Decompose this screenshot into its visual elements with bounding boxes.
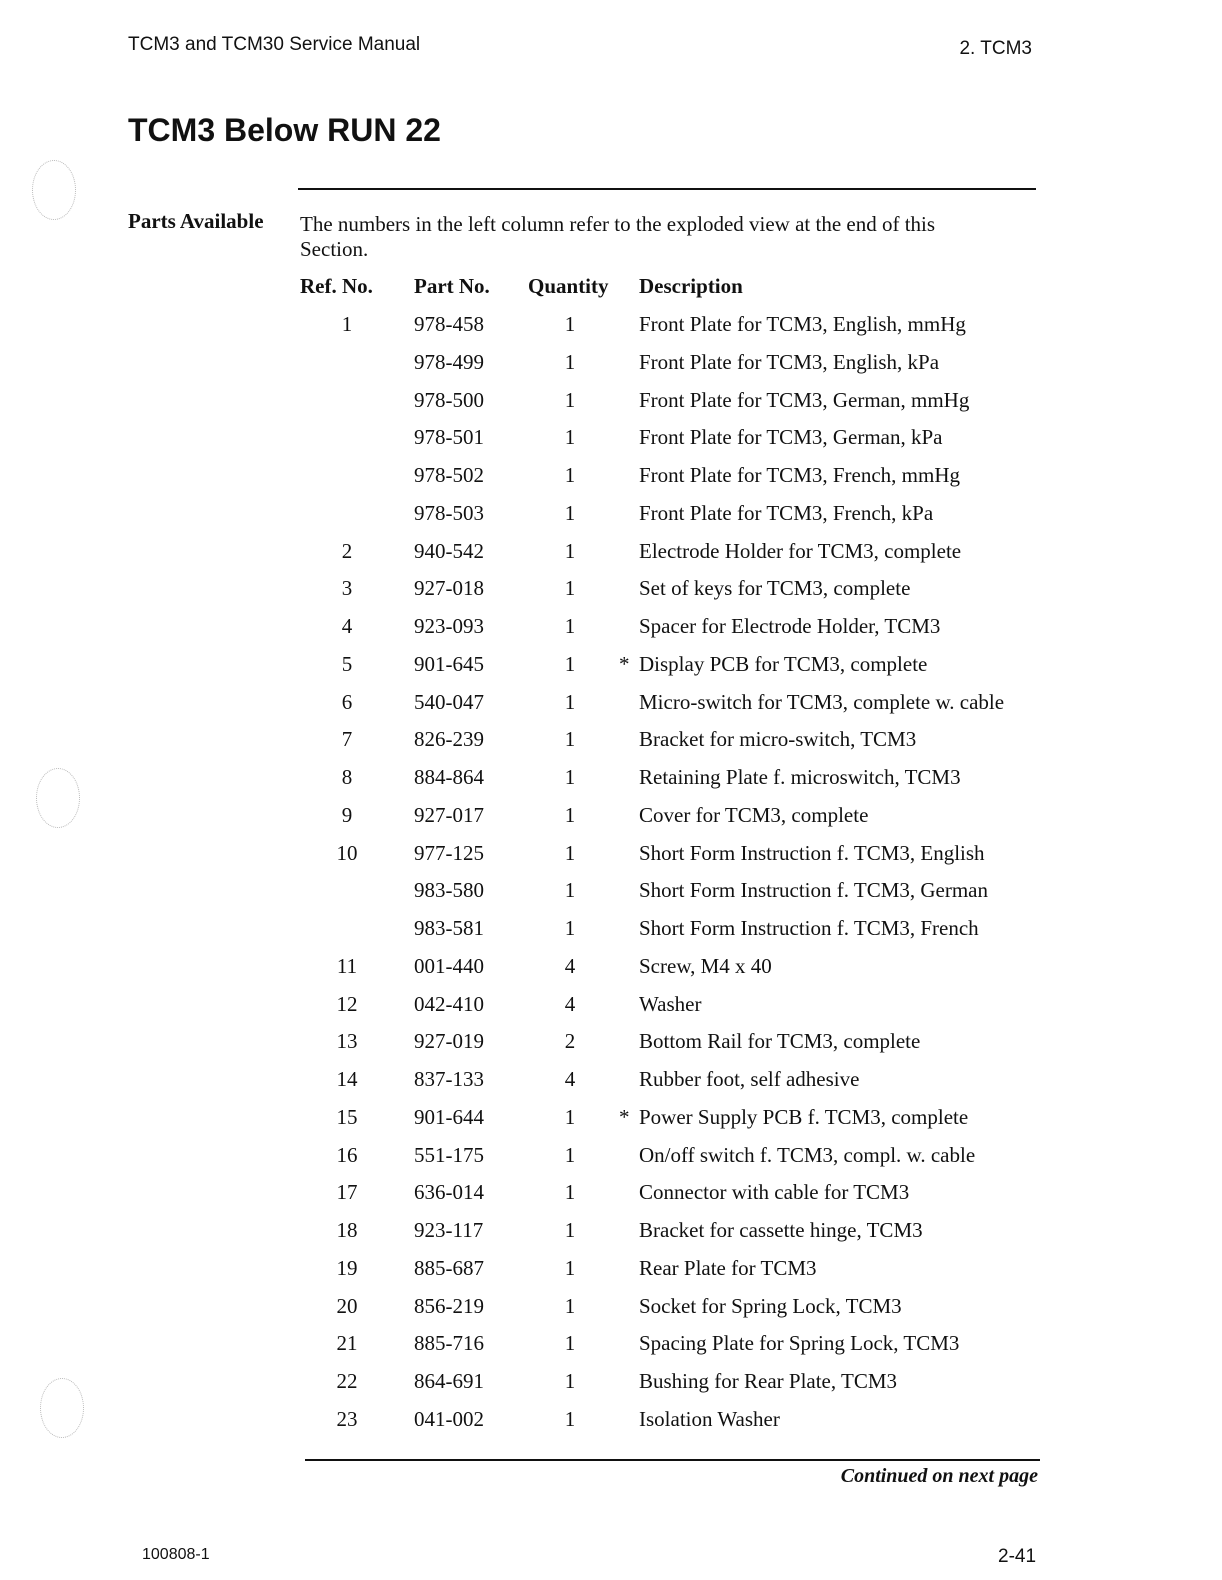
part-no-cell: 041-002: [414, 1406, 484, 1431]
ref-no-cell: 8: [341, 765, 353, 789]
description-cell: Connector with cable for TCM3: [639, 1180, 910, 1205]
ref-no-cell: 19: [336, 1255, 358, 1280]
description-cell: Front Plate for TCM3, English, kPa: [639, 349, 940, 374]
description-cell: Short Form Instruction f. TCM3, German: [639, 878, 989, 903]
table-row: [0, 727, 1222, 765]
description-cell: Bracket for micro-switch, TCM3: [639, 727, 917, 752]
quantity-cell: 1: [564, 425, 576, 450]
part-no-cell: 856-219: [414, 1293, 484, 1318]
part-no-cell: 551-175: [414, 1142, 484, 1167]
quantity-cell: 1: [564, 387, 576, 412]
ref-no-cell: 6: [341, 689, 353, 714]
quantity-cell: 1: [564, 500, 576, 525]
part-no-cell: 885-716: [414, 1331, 484, 1356]
ref-no-cell: 13: [336, 1029, 358, 1054]
description-cell: Retaining Plate f. microswitch, TCM3: [639, 765, 961, 789]
ref-no-cell: 1: [341, 312, 353, 336]
description-cell: Power Supply PCB f. TCM3, complete: [639, 1104, 969, 1129]
table-row: [0, 425, 1222, 463]
ref-no-cell: 7: [341, 727, 353, 752]
description-cell: Micro-switch for TCM3, complete w. cable: [639, 689, 1005, 714]
table-row: [0, 1331, 1222, 1369]
description-cell: Isolation Washer: [639, 1406, 780, 1431]
table-row: [0, 954, 1222, 992]
description-cell: Screw, M4 x 40: [639, 953, 772, 978]
quantity-cell: 2: [564, 1029, 576, 1054]
table-row: [0, 1105, 1222, 1143]
description-cell: Bushing for Rear Plate, TCM3: [639, 1369, 898, 1393]
header-quantity: Quantity: [528, 274, 609, 298]
quantity-cell: 4: [564, 991, 576, 1016]
part-no-cell: 884-864: [414, 765, 484, 789]
part-no-cell: 983-580: [414, 878, 484, 903]
quantity-cell: 1: [564, 727, 576, 752]
part-no-cell: 983-581: [414, 916, 484, 940]
part-no-cell: 977-125: [414, 840, 484, 865]
bottom-rule: [305, 1459, 1040, 1461]
table-row: [0, 539, 1222, 577]
description-cell: On/off switch f. TCM3, compl. w. cable: [639, 1142, 976, 1167]
quantity-cell: 1: [564, 463, 576, 487]
table-row: [0, 652, 1222, 690]
table-row: [0, 463, 1222, 501]
quantity-cell: 1: [564, 1104, 576, 1129]
quantity-cell: 1: [564, 312, 576, 336]
part-no-cell: 826-239: [414, 727, 484, 752]
part-no-cell: 901-644: [414, 1104, 484, 1129]
table-row: [0, 1294, 1222, 1332]
table-row: [0, 1369, 1222, 1407]
table-row: [0, 350, 1222, 388]
table-row: [0, 1067, 1222, 1105]
quantity-cell: 1: [564, 1180, 576, 1205]
ref-no-cell: 4: [341, 614, 353, 638]
intro-text: The numbers in the left column refer to the exploded view at the end of this Section.: [300, 212, 936, 261]
description-cell: Socket for Spring Lock, TCM3: [639, 1293, 902, 1318]
document-number: 100808-1: [142, 1546, 210, 1563]
ref-no-cell: 10: [336, 840, 358, 865]
ref-no-cell: 12: [336, 991, 358, 1016]
ref-no-cell: 3: [341, 576, 353, 601]
part-no-cell: 042-410: [414, 991, 484, 1016]
quantity-cell: 1: [564, 802, 576, 827]
part-no-cell: 837-133: [414, 1067, 484, 1091]
table-row: [0, 1143, 1222, 1181]
quantity-cell: 1: [564, 840, 576, 865]
parts-table-body: [0, 312, 1222, 1445]
quantity-cell: 1: [564, 1406, 576, 1431]
ref-no-cell: 17: [336, 1180, 358, 1205]
table-row: [0, 1029, 1222, 1067]
description-cell: Front Plate for TCM3, French, kPa: [639, 500, 934, 525]
quantity-cell: 1: [564, 651, 576, 676]
part-no-cell: 978-502: [414, 463, 484, 487]
description-cell: Rear Plate for TCM3: [639, 1255, 817, 1280]
description-cell: Washer: [639, 991, 702, 1016]
header-ref-no: Ref. No.: [300, 274, 373, 298]
description-cell: Rubber foot, self adhesive: [639, 1067, 860, 1091]
ref-no-cell: 14: [336, 1067, 358, 1091]
table-row: [0, 1407, 1222, 1445]
quantity-cell: 1: [564, 689, 576, 714]
ref-no-cell: 15: [336, 1104, 358, 1129]
table-row: [0, 992, 1222, 1030]
part-no-cell: 978-501: [414, 425, 484, 450]
part-no-cell: 927-019: [414, 1029, 484, 1054]
parts-available-label: Parts Available: [128, 209, 264, 233]
part-no-cell: 927-017: [414, 802, 484, 827]
punch-hole-mark: [32, 160, 76, 220]
quantity-cell: 1: [564, 349, 576, 374]
part-no-cell: 001-440: [414, 953, 484, 978]
table-row: [0, 312, 1222, 350]
quantity-cell: 1: [564, 614, 576, 638]
ref-no-cell: 16: [336, 1142, 358, 1167]
part-no-cell: 940-542: [414, 538, 484, 563]
part-no-cell: 978-500: [414, 387, 484, 412]
ref-no-cell: 9: [341, 802, 353, 827]
description-cell: Electrode Holder for TCM3, complete: [639, 538, 962, 563]
part-no-cell: 901-645: [414, 651, 484, 676]
page-title: TCM3 Below RUN 22: [128, 112, 441, 148]
part-no-cell: 636-014: [414, 1180, 484, 1205]
description-cell: Spacer for Electrode Holder, TCM3: [639, 614, 941, 638]
part-no-cell: 978-503: [414, 500, 484, 525]
quantity-cell: 1: [564, 538, 576, 563]
table-row: [0, 765, 1222, 803]
part-no-cell: 540-047: [414, 689, 484, 714]
table-row: [0, 878, 1222, 916]
part-no-cell: 923-117: [414, 1218, 484, 1242]
description-cell: Cover for TCM3, complete: [639, 802, 869, 827]
table-row: [0, 1180, 1222, 1218]
quantity-cell: 1: [564, 1218, 576, 1242]
quantity-cell: 1: [564, 916, 576, 940]
ref-no-cell: 21: [336, 1331, 358, 1356]
quantity-cell: 4: [564, 953, 576, 978]
description-cell: Front Plate for TCM3, German, mmHg: [639, 387, 970, 412]
note-marker: *: [619, 1104, 630, 1129]
ref-no-cell: 2: [341, 538, 353, 563]
description-cell: Spacing Plate for Spring Lock, TCM3: [639, 1331, 960, 1356]
manual-title: TCM3 and TCM30 Service Manual: [128, 34, 421, 55]
ref-no-cell: 5: [341, 651, 353, 676]
part-no-cell: 978-499: [414, 349, 484, 374]
ref-no-cell: 22: [336, 1369, 358, 1393]
table-row: [0, 388, 1222, 426]
header-description: Description: [639, 274, 743, 298]
description-cell: Display PCB for TCM3, complete: [639, 651, 928, 676]
part-no-cell: 978-458: [414, 312, 484, 336]
header-part-no: Part No.: [414, 274, 490, 298]
continued-note: Continued on next page: [840, 1465, 1038, 1487]
quantity-cell: 1: [564, 1369, 576, 1393]
table-row: [0, 690, 1222, 728]
description-cell: Short Form Instruction f. TCM3, English: [639, 840, 985, 865]
description-cell: Set of keys for TCM3, complete: [639, 576, 911, 601]
table-row: [0, 841, 1222, 879]
description-cell: Front Plate for TCM3, English, mmHg: [639, 312, 966, 336]
note-marker: *: [619, 651, 630, 676]
description-cell: Short Form Instruction f. TCM3, French: [639, 916, 979, 940]
table-row: [0, 803, 1222, 841]
ref-no-cell: 18: [336, 1218, 358, 1242]
ref-no-cell: 11: [336, 953, 358, 978]
section-label: 2. TCM3: [959, 38, 1032, 59]
top-rule: [298, 188, 1036, 190]
table-row: [0, 1218, 1222, 1256]
quantity-cell: 1: [564, 878, 576, 903]
table-row: [0, 614, 1222, 652]
description-cell: Front Plate for TCM3, German, kPa: [639, 425, 943, 450]
table-row: [0, 1256, 1222, 1294]
table-row: [0, 916, 1222, 954]
quantity-cell: 1: [564, 1255, 576, 1280]
page-number: 2-41: [998, 1546, 1037, 1567]
part-no-cell: 885-687: [414, 1255, 484, 1280]
part-no-cell: 927-018: [414, 576, 484, 601]
quantity-cell: 1: [564, 1142, 576, 1167]
description-cell: Bracket for cassette hinge, TCM3: [639, 1218, 923, 1242]
table-row: [0, 501, 1222, 539]
table-row: [0, 576, 1222, 614]
description-cell: Front Plate for TCM3, French, mmHg: [639, 463, 961, 487]
quantity-cell: 1: [564, 765, 576, 789]
part-no-cell: 864-691: [414, 1369, 484, 1393]
part-no-cell: 923-093: [414, 614, 484, 638]
ref-no-cell: 20: [336, 1293, 358, 1318]
quantity-cell: 4: [564, 1067, 576, 1091]
description-cell: Bottom Rail for TCM3, complete: [639, 1029, 921, 1054]
quantity-cell: 1: [564, 576, 576, 601]
quantity-cell: 1: [564, 1331, 576, 1356]
ref-no-cell: 23: [336, 1406, 358, 1431]
quantity-cell: 1: [564, 1293, 576, 1318]
